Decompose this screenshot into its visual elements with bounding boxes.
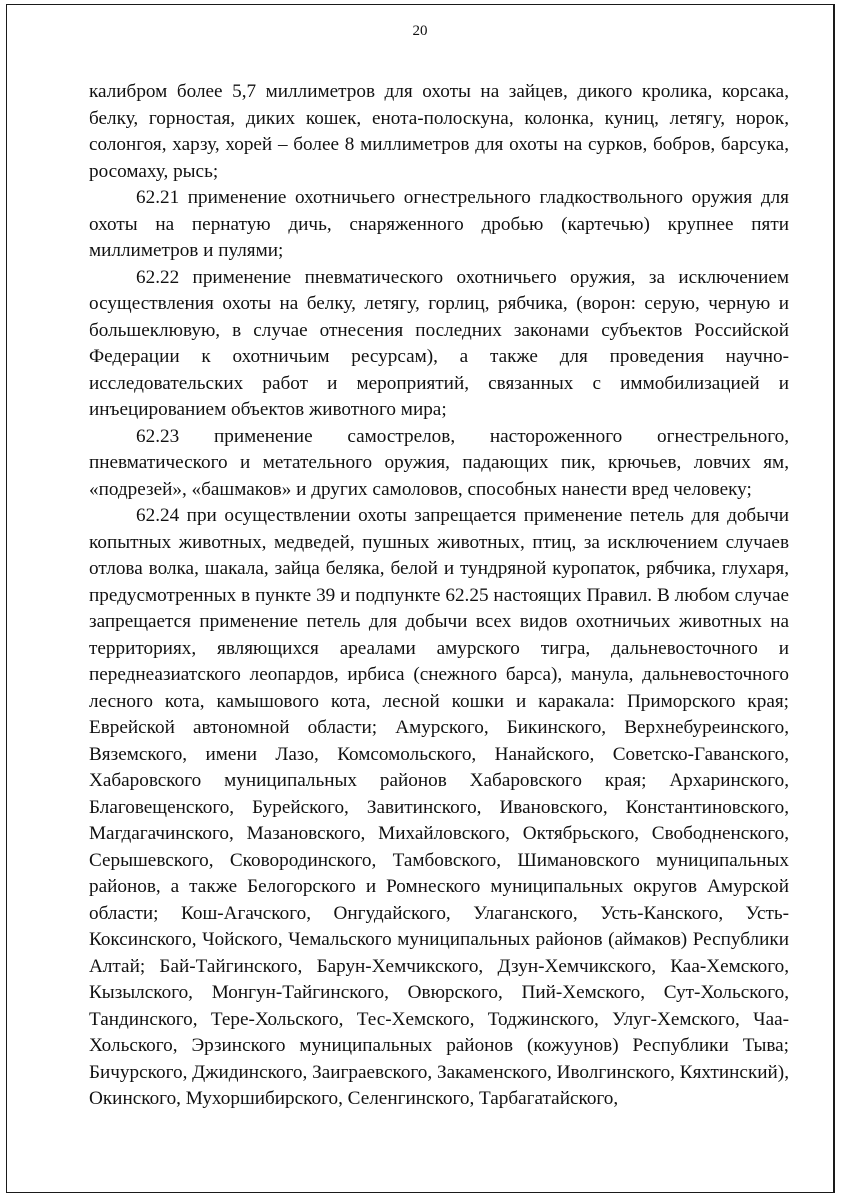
paragraph-62-21: 62.21 применение охотничьего огнестрельного гладкоствольного оружия для охоты на пернатую дичь, снаряженного дробью (картечью) крупнее пяти миллиметров и пулями; — [89, 187, 789, 261]
paragraph-62-23: 62.23 применение самострелов, настороженного огнестрельного, пневматического и метательного оружия, падающих пик, крючьев, ловчих ям, «подрезей», «башмаков» и других самоловов, способных нанести вред человеку; — [89, 425, 789, 500]
paragraph-62-22: 62.22 применение пневматического охотничьего оружия, за исключением осуществления охоты на белку, летягу, горлиц, рябчика, (ворон: серую, черную и большеклювую, в случае отнесения последних законами субъектов Российской Федерации к охотничьим ресурсам), а также для проведения научно-исследовательских работ и мероприятий, связанных с иммобилизацией и инъецированием объектов животного мира; — [89, 266, 789, 420]
page-number: 20 — [412, 23, 428, 39]
document-page — [6, 4, 835, 1193]
paragraph-62-24: 62.24 при осуществлении охоты запрещается применение петель для добычи копытных животных, медведей, пушных животных, птиц, за исключением случаев отлова волка, шакала, зайца беляка, белой и тундряной куропаток, рябчика, глухаря, предусмотренных в пункте 39 и подпункте 62.25 настоящих Правил. В любом случае запрещается применение петель для добычи всех видов охотничьих животных на территориях, являющихся ареалами амурского тигра, дальневосточного и переднеазиатского леопардов, ирбиса (снежного барса), манула, дальневосточного лесного кота, камышового кота, лесной кошки и каракала: Приморского края; Еврейской автономной области; Амурского, Бикинского, Верхнебуреинского, Вяземского, имени Лазо, Комсомольского, Нанайского, Советско-Гаванского, Хабаровского муниципальных районов Хабаровского края; Архаринского, Благовещенского, Бурейского, Завитинского, Ивановского, Константиновского, Магдагачинского, Мазановского, Михайловского, Октябрьского, Свободненского, Серышевского, Сковородинского, Тамбовского, Шимановского муниципальных районов, а также Белогорского и Ромнеского муниципальных округов Амурской области; Кош-Агачского, Онгудайского, Улаганского, Усть-Канского, Усть-Коксинского, Чойского, Чемальского муниципальных районов (аймаков) Республики Алтай; Бай-Тайгинского, Барун-Хемчикского, Дзун-Хемчикского, Каа-Хемского, Кызылского, Монгун-Тайгинского, Овюрского, Пий-Хемского, Сут-Хольского, Тандинского, Тере-Хольского, Тес-Хемского, Тоджинского, Улуг-Хемского, Чаа-Хольского, Эрзинского муниципальных районов (кожуунов) Республики Тыва; Бичурского, Джидинского, Заиграевского, Закаменского, Иволгинского, Кяхтинский), Окинского, Мухоршибирского, Селенгинского, Тарбагатайского, — [89, 505, 789, 1109]
paragraph-continuation: калибром более 5,7 миллиметров для охоты на зайцев, дикого кролика, корсака, белку, горностая, диких кошек, енота-полоскуна, колонка, куниц, летягу, норок, солонгоя, харзу, хорей – более 8 миллиметров для охоты на сурков, бобров, барсука, росомаху, рысь; — [89, 81, 789, 182]
document-body — [89, 79, 789, 1113]
